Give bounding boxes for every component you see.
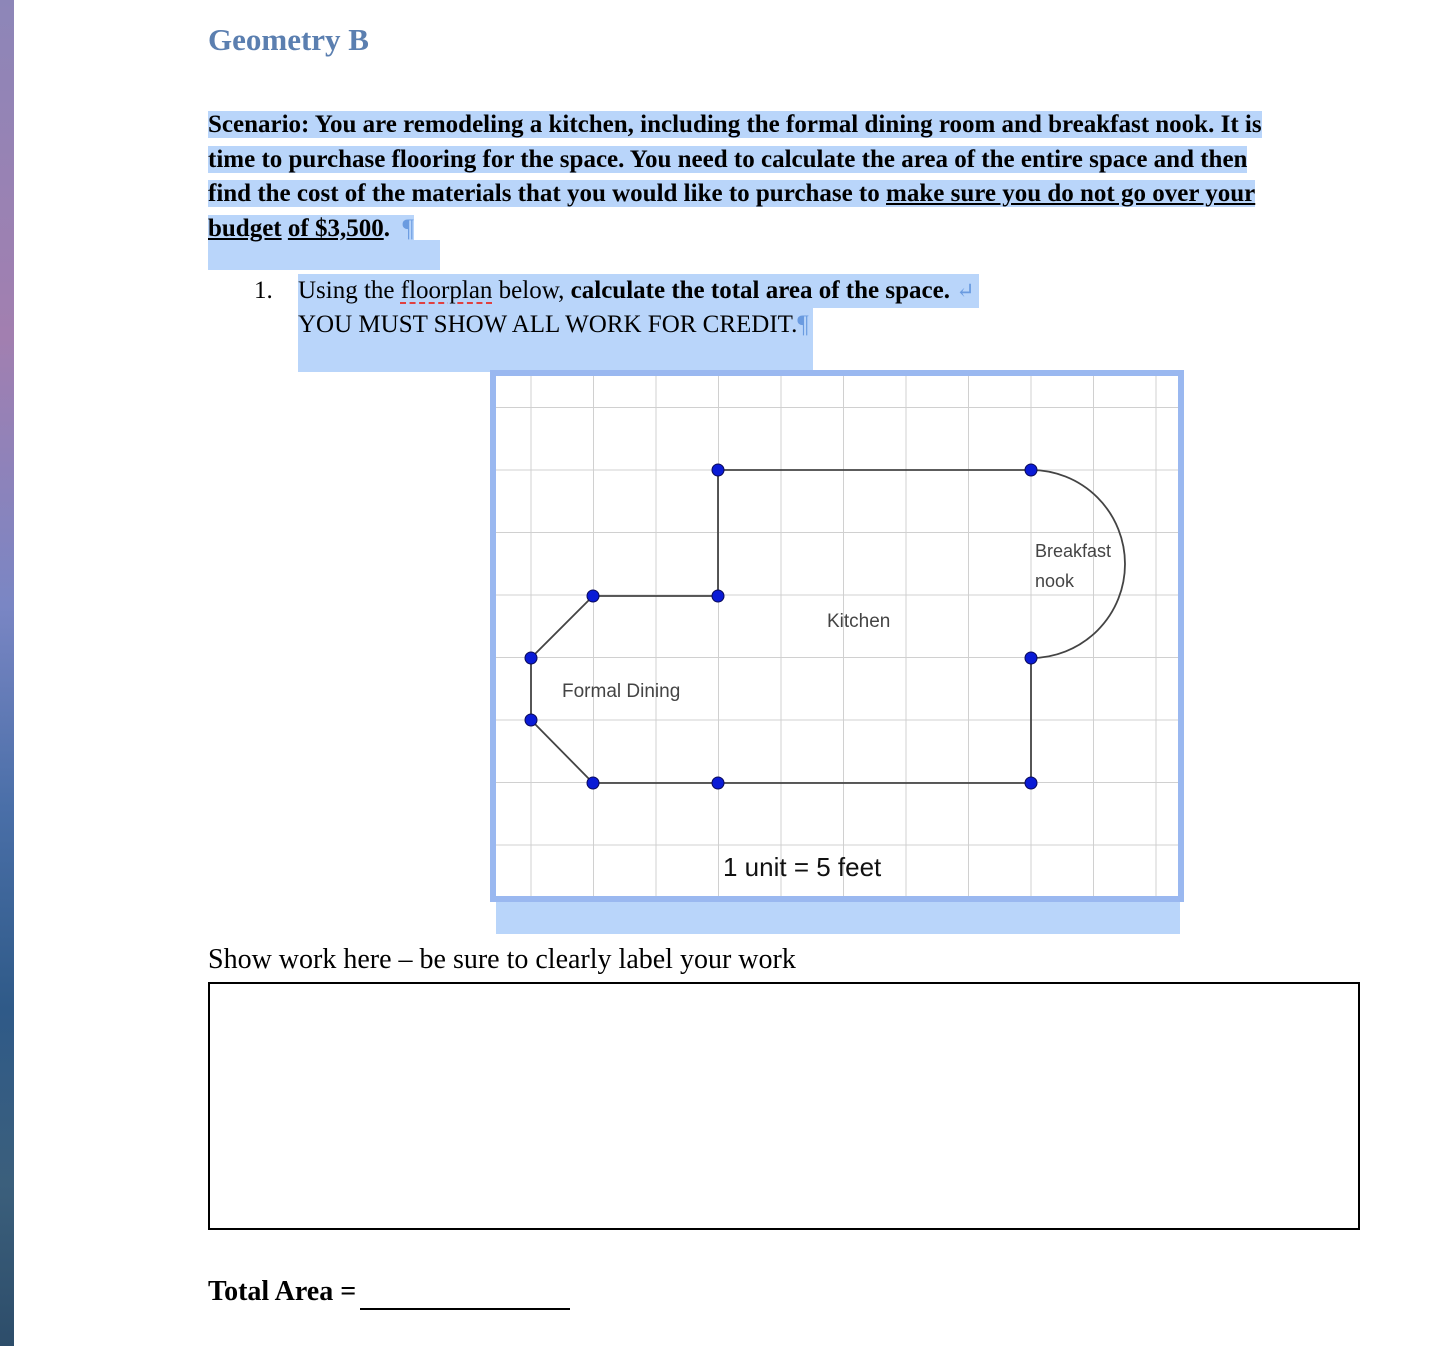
vertex bbox=[525, 714, 537, 726]
scenario-line-1: Scenario: You are remodeling a kitchen, including the formal dining room and breakfast nook. It is bbox=[208, 111, 1262, 138]
vertex bbox=[712, 464, 724, 476]
scenario-line-3 bbox=[208, 180, 1255, 207]
question-number: 1. bbox=[254, 277, 273, 304]
breakfast-nook-label-line1: Breakfast bbox=[1035, 541, 1112, 561]
question-line-2 bbox=[298, 308, 813, 372]
question-instruction: YOU MUST SHOW ALL WORK FOR CREDIT. bbox=[298, 311, 798, 338]
formal-dining-label: Formal Dining bbox=[562, 681, 681, 702]
floorplan-figure[interactable] bbox=[490, 370, 1184, 902]
vertex bbox=[1025, 777, 1037, 789]
vertex bbox=[587, 590, 599, 602]
question-text-before: Using the bbox=[298, 277, 401, 304]
scenario-line-3-text: find the cost of the materials that you would like to purchase to bbox=[208, 180, 887, 207]
work-instructions: Show work here – be sure to clearly label your work bbox=[208, 944, 796, 975]
desktop-background bbox=[0, 0, 14, 1346]
scale-label: 1 unit = 5 feet bbox=[723, 852, 882, 882]
scenario-underlined-phrase: make sure you do not go over your bbox=[886, 180, 1256, 207]
total-area-blank[interactable] bbox=[360, 1278, 570, 1310]
question-text-middle: below, bbox=[492, 277, 571, 304]
misspelled-word[interactable]: floorplan bbox=[400, 277, 493, 304]
vertex bbox=[525, 652, 537, 664]
scenario-period: . bbox=[383, 214, 390, 242]
vertex bbox=[1025, 652, 1037, 664]
breakfast-nook-label-line2: nook bbox=[1035, 571, 1075, 591]
pilcrow-mark: ¶ bbox=[797, 311, 809, 338]
vertex bbox=[587, 777, 599, 789]
kitchen-label: Kitchen bbox=[827, 611, 891, 632]
scenario-line-4 bbox=[208, 215, 414, 242]
pilcrow-mark: ¶ bbox=[402, 214, 414, 242]
document-page bbox=[14, 0, 1438, 1346]
scenario-budget-amount: of $3,500 bbox=[287, 214, 384, 242]
scenario-budget-word: budget bbox=[208, 214, 282, 242]
scenario-line-2: time to purchase flooring for the space. You need to calculate the area of the entire space and then bbox=[208, 145, 1248, 173]
total-area-line[interactable] bbox=[208, 1274, 570, 1310]
vertex bbox=[712, 777, 724, 789]
work-area-box[interactable] bbox=[208, 982, 1360, 1230]
floorplan-background bbox=[496, 376, 1178, 896]
line-break-icon: ↵ bbox=[956, 278, 975, 303]
page-title: Geometry B bbox=[208, 22, 369, 57]
floorplan-diagram bbox=[496, 376, 1178, 896]
scenario-paragraph[interactable] bbox=[208, 108, 1370, 246]
figure-selection-highlight bbox=[496, 902, 1180, 934]
question-bold-text: calculate the total area of the space. bbox=[570, 277, 950, 304]
question-line-1 bbox=[298, 274, 979, 308]
total-area-label: Total Area = bbox=[208, 1276, 357, 1307]
question-body bbox=[298, 274, 979, 372]
vertex bbox=[712, 590, 724, 602]
vertex bbox=[1025, 464, 1037, 476]
